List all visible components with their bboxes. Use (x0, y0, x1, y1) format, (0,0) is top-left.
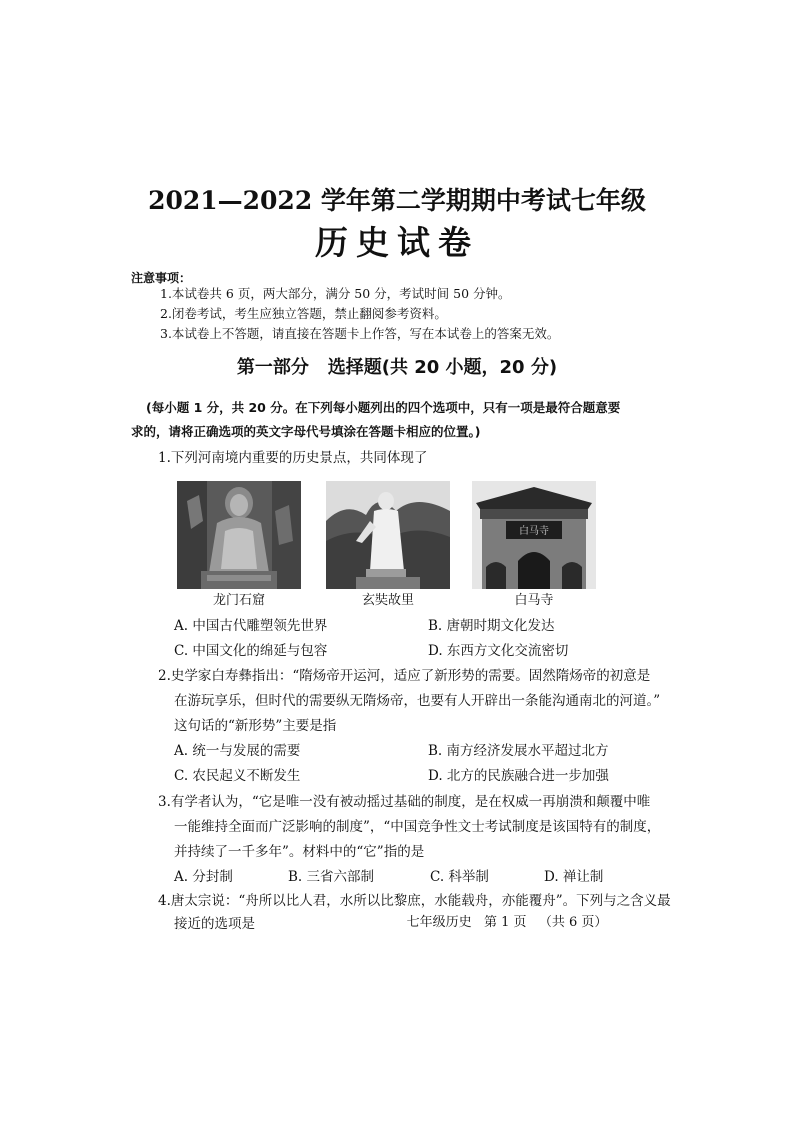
q1-option-c: C. 中国文化的绵延与包容 (174, 643, 328, 659)
page-footer: 七年级历史 第 1 页 （共 6 页） (406, 915, 608, 930)
instruction-line-2: 求的，请将正确选项的英文字母代号填涂在答题卡相应的位置。) (131, 424, 481, 439)
question-2-line-3: 这句话的“新形势”主要是指 (174, 718, 337, 734)
notice-item-1: 1.本试卷共 6 页，两大部分，满分 50 分，考试时间 50 分钟。 (160, 286, 511, 301)
question-2-line-2: 在游玩享乐，但时代的需要纵无隋炀帝，也要有人开辟出一条能沟通南北的河道。” (174, 693, 661, 709)
section-title: 第一部分 选择题(共 20 小题，20 分) (236, 357, 558, 378)
question-3-line-2: 一能维持全面而广泛影响的制度”，“中国竞争性文士考试制度是该国特有的制度， (174, 819, 661, 835)
question-2-line-1: 2.史学家白寿彝指出：“隋炀帝开运河，适应了新形势的需要。固然隋炀帝的初意是 (158, 668, 651, 684)
question-3-line-1: 3.有学者认为，“它是唯一没有被动摇过基础的制度，是在权威一再崩溃和颠覆中唯 (158, 794, 651, 810)
exam-title-line1: 2021—2022 学年第二学期期中考试七年级 (148, 186, 646, 215)
q2-option-b: B. 南方经济发展水平超过北方 (428, 743, 609, 759)
q3-option-b: B. 三省六部制 (288, 869, 375, 885)
photo-caption-1: 龙门石窟 (212, 593, 265, 608)
question-4-line-2: 接近的选项是 (174, 916, 255, 932)
photo-caption-2: 玄奘故里 (361, 593, 414, 608)
temple-gate-photo (472, 481, 596, 589)
q1-option-b: B. 唐朝时期文化发达 (428, 618, 555, 634)
photo-caption-3: 白马寺 (514, 593, 554, 608)
question-3-line-3: 并持续了一千多年”。材料中的“它”指的是 (174, 844, 425, 860)
notice-item-3: 3.本试卷上不答题，请直接在答题卡上作答，写在本试卷上的答案无效。 (160, 326, 560, 341)
question-1-stem: 1.下列河南境内重要的历史景点，共同体现了 (158, 450, 428, 466)
q1-option-d: D. 东西方文化交流密切 (428, 643, 569, 659)
notice-item-2: 2.闭卷考试，考生应独立答题，禁止翻阅参考资料。 (160, 306, 447, 321)
q2-option-a: A. 统一与发展的需要 (174, 743, 301, 759)
notice-heading: 注意事项： (131, 271, 192, 285)
q2-option-d: D. 北方的民族融合进一步加强 (428, 768, 609, 784)
temple-plaque-text: 白马寺 (519, 526, 549, 537)
q2-option-c: C. 农民起义不断发生 (174, 768, 301, 784)
question-4-line-1: 4.唐太宗说：“舟所以比人君，水所以比黎庶，水能载舟，亦能覆舟”。下列与之含义最 (158, 893, 671, 909)
monk-statue-photo (326, 481, 450, 589)
q3-option-a: A. 分封制 (174, 869, 233, 885)
buddha-statue-photo (177, 481, 301, 589)
exam-title-line2: 历史试卷 (315, 223, 479, 262)
q1-option-a: A. 中国古代雕塑领先世界 (174, 618, 328, 634)
instruction-line-1: (每小题 1 分，共 20 分。在下列每小题列出的四个选项中，只有一项是最符合题意要 (146, 400, 621, 415)
q3-option-d: D. 禅让制 (544, 869, 604, 885)
q3-option-c: C. 科举制 (430, 869, 489, 885)
